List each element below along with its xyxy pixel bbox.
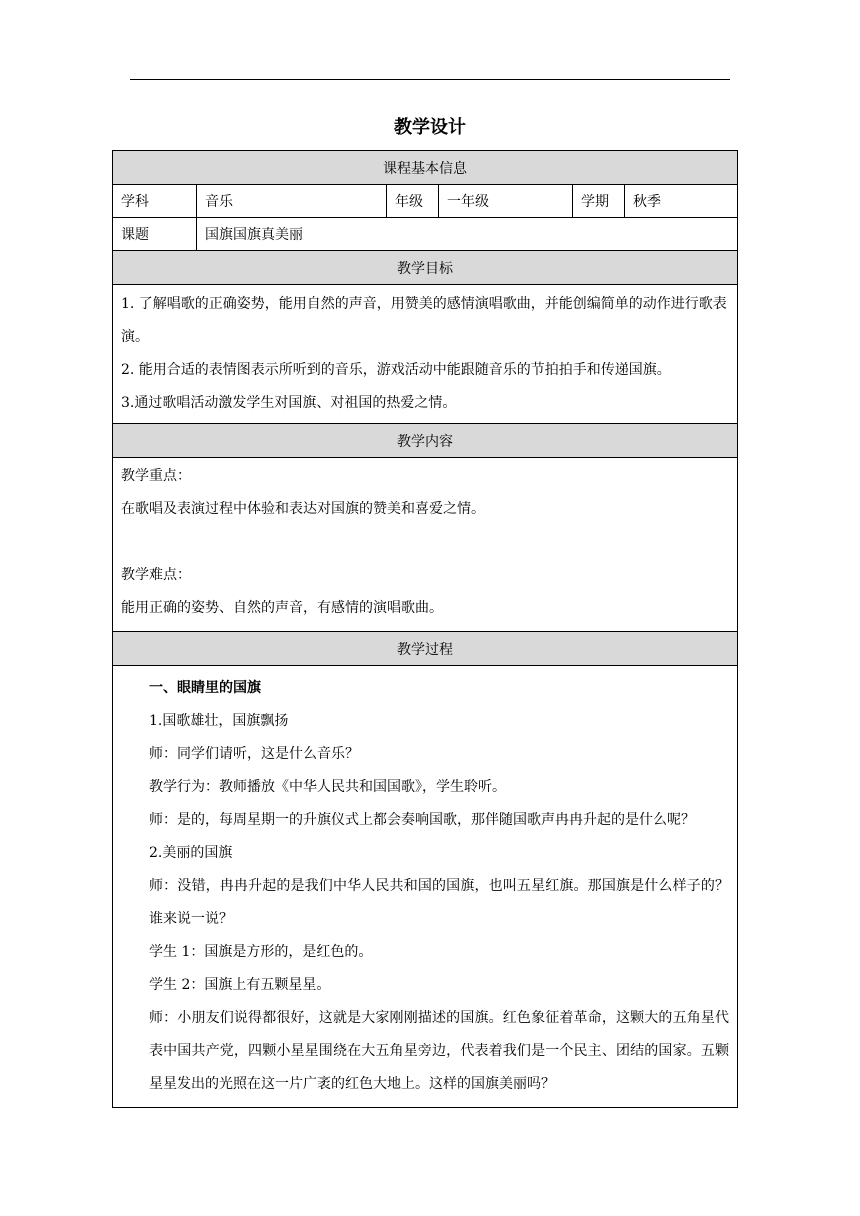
process-paragraph: 学生 1：国旗是方形的，是红色的。 <box>149 944 373 960</box>
section-header-basic-info: 课程基本信息 <box>113 151 738 185</box>
term-value: 秋季 <box>625 185 738 218</box>
difficulty-label: 教学难点： <box>121 567 191 583</box>
section-header-content: 教学内容 <box>113 424 738 458</box>
grade-label: 年级 <box>387 185 439 218</box>
process-paragraph: 师：同学们请听，这是什么音乐？ <box>149 746 359 762</box>
topic-label: 课题 <box>113 218 197 251</box>
process-subheading: 2.美丽的国旗 <box>149 845 233 861</box>
term-label: 学期 <box>573 185 625 218</box>
goal-item: 2. 能用合适的表情图表示所听到的音乐，游戏活动中能跟随音乐的节拍拍手和传递国旗。 <box>121 362 671 378</box>
section-header-process: 教学过程 <box>113 632 738 666</box>
process-heading: 一、眼睛里的国旗 <box>149 680 261 696</box>
process-paragraph: 教学行为：教师播放《中华人民共和国国歌》，学生聆听。 <box>149 779 506 795</box>
key-point-text: 在歌唱及表演过程中体验和表达对国旗的赞美和喜爱之情。 <box>121 501 485 517</box>
process-cell <box>113 666 738 1108</box>
process-paragraph: 学生 2：国旗上有五颗星星。 <box>149 977 331 993</box>
grade-value: 一年级 <box>439 185 573 218</box>
process-paragraph: 师：是的，每周星期一的升旗仪式上都会奏响国歌，那伴随国歌声冉冉升起的是什么呢？ <box>149 812 695 828</box>
process-paragraph: 师：小朋友们说得都很好，这就是大家刚刚描述的国旗。红色象征着革命，这颗大的五角星代表中国共产党，四颗小星星围绕在大五角星旁边，代表着我们是一个民主、团结的国家。五颗星星发出的光照在这一片广袤的红色大地上。这样的国旗美丽吗？ <box>149 1010 730 1092</box>
topic-value: 国旗国旗真美丽 <box>197 218 738 251</box>
document-title: 教学设计 <box>394 117 466 138</box>
difficulty-text: 能用正确的姿势、自然的声音，有感情的演唱歌曲。 <box>121 600 443 616</box>
key-point-label: 教学重点： <box>121 468 191 484</box>
section-header-goals: 教学目标 <box>113 251 738 285</box>
lesson-plan-table <box>112 150 738 1108</box>
goals-cell <box>113 285 738 424</box>
subject-label: 学科 <box>113 185 197 218</box>
spacer <box>121 526 729 559</box>
goal-item: 1. 了解唱歌的正确姿势，能用自然的声音，用赞美的感情演唱歌曲，并能创编简单的动作进行歌表演。 <box>121 296 727 345</box>
goal-item: 3.通过歌唱活动激发学生对国旗、对祖国的热爱之情。 <box>121 395 457 411</box>
process-paragraph: 师：没错，冉冉升起的是我们中华人民共和国的国旗，也叫五星红旗。那国旗是什么样子的？谁来说一说？ <box>149 878 730 927</box>
process-subheading: 1.国歌雄壮，国旗飘扬 <box>149 713 289 729</box>
header-rule <box>130 79 730 80</box>
subject-value: 音乐 <box>197 185 387 218</box>
content-cell <box>113 458 738 632</box>
